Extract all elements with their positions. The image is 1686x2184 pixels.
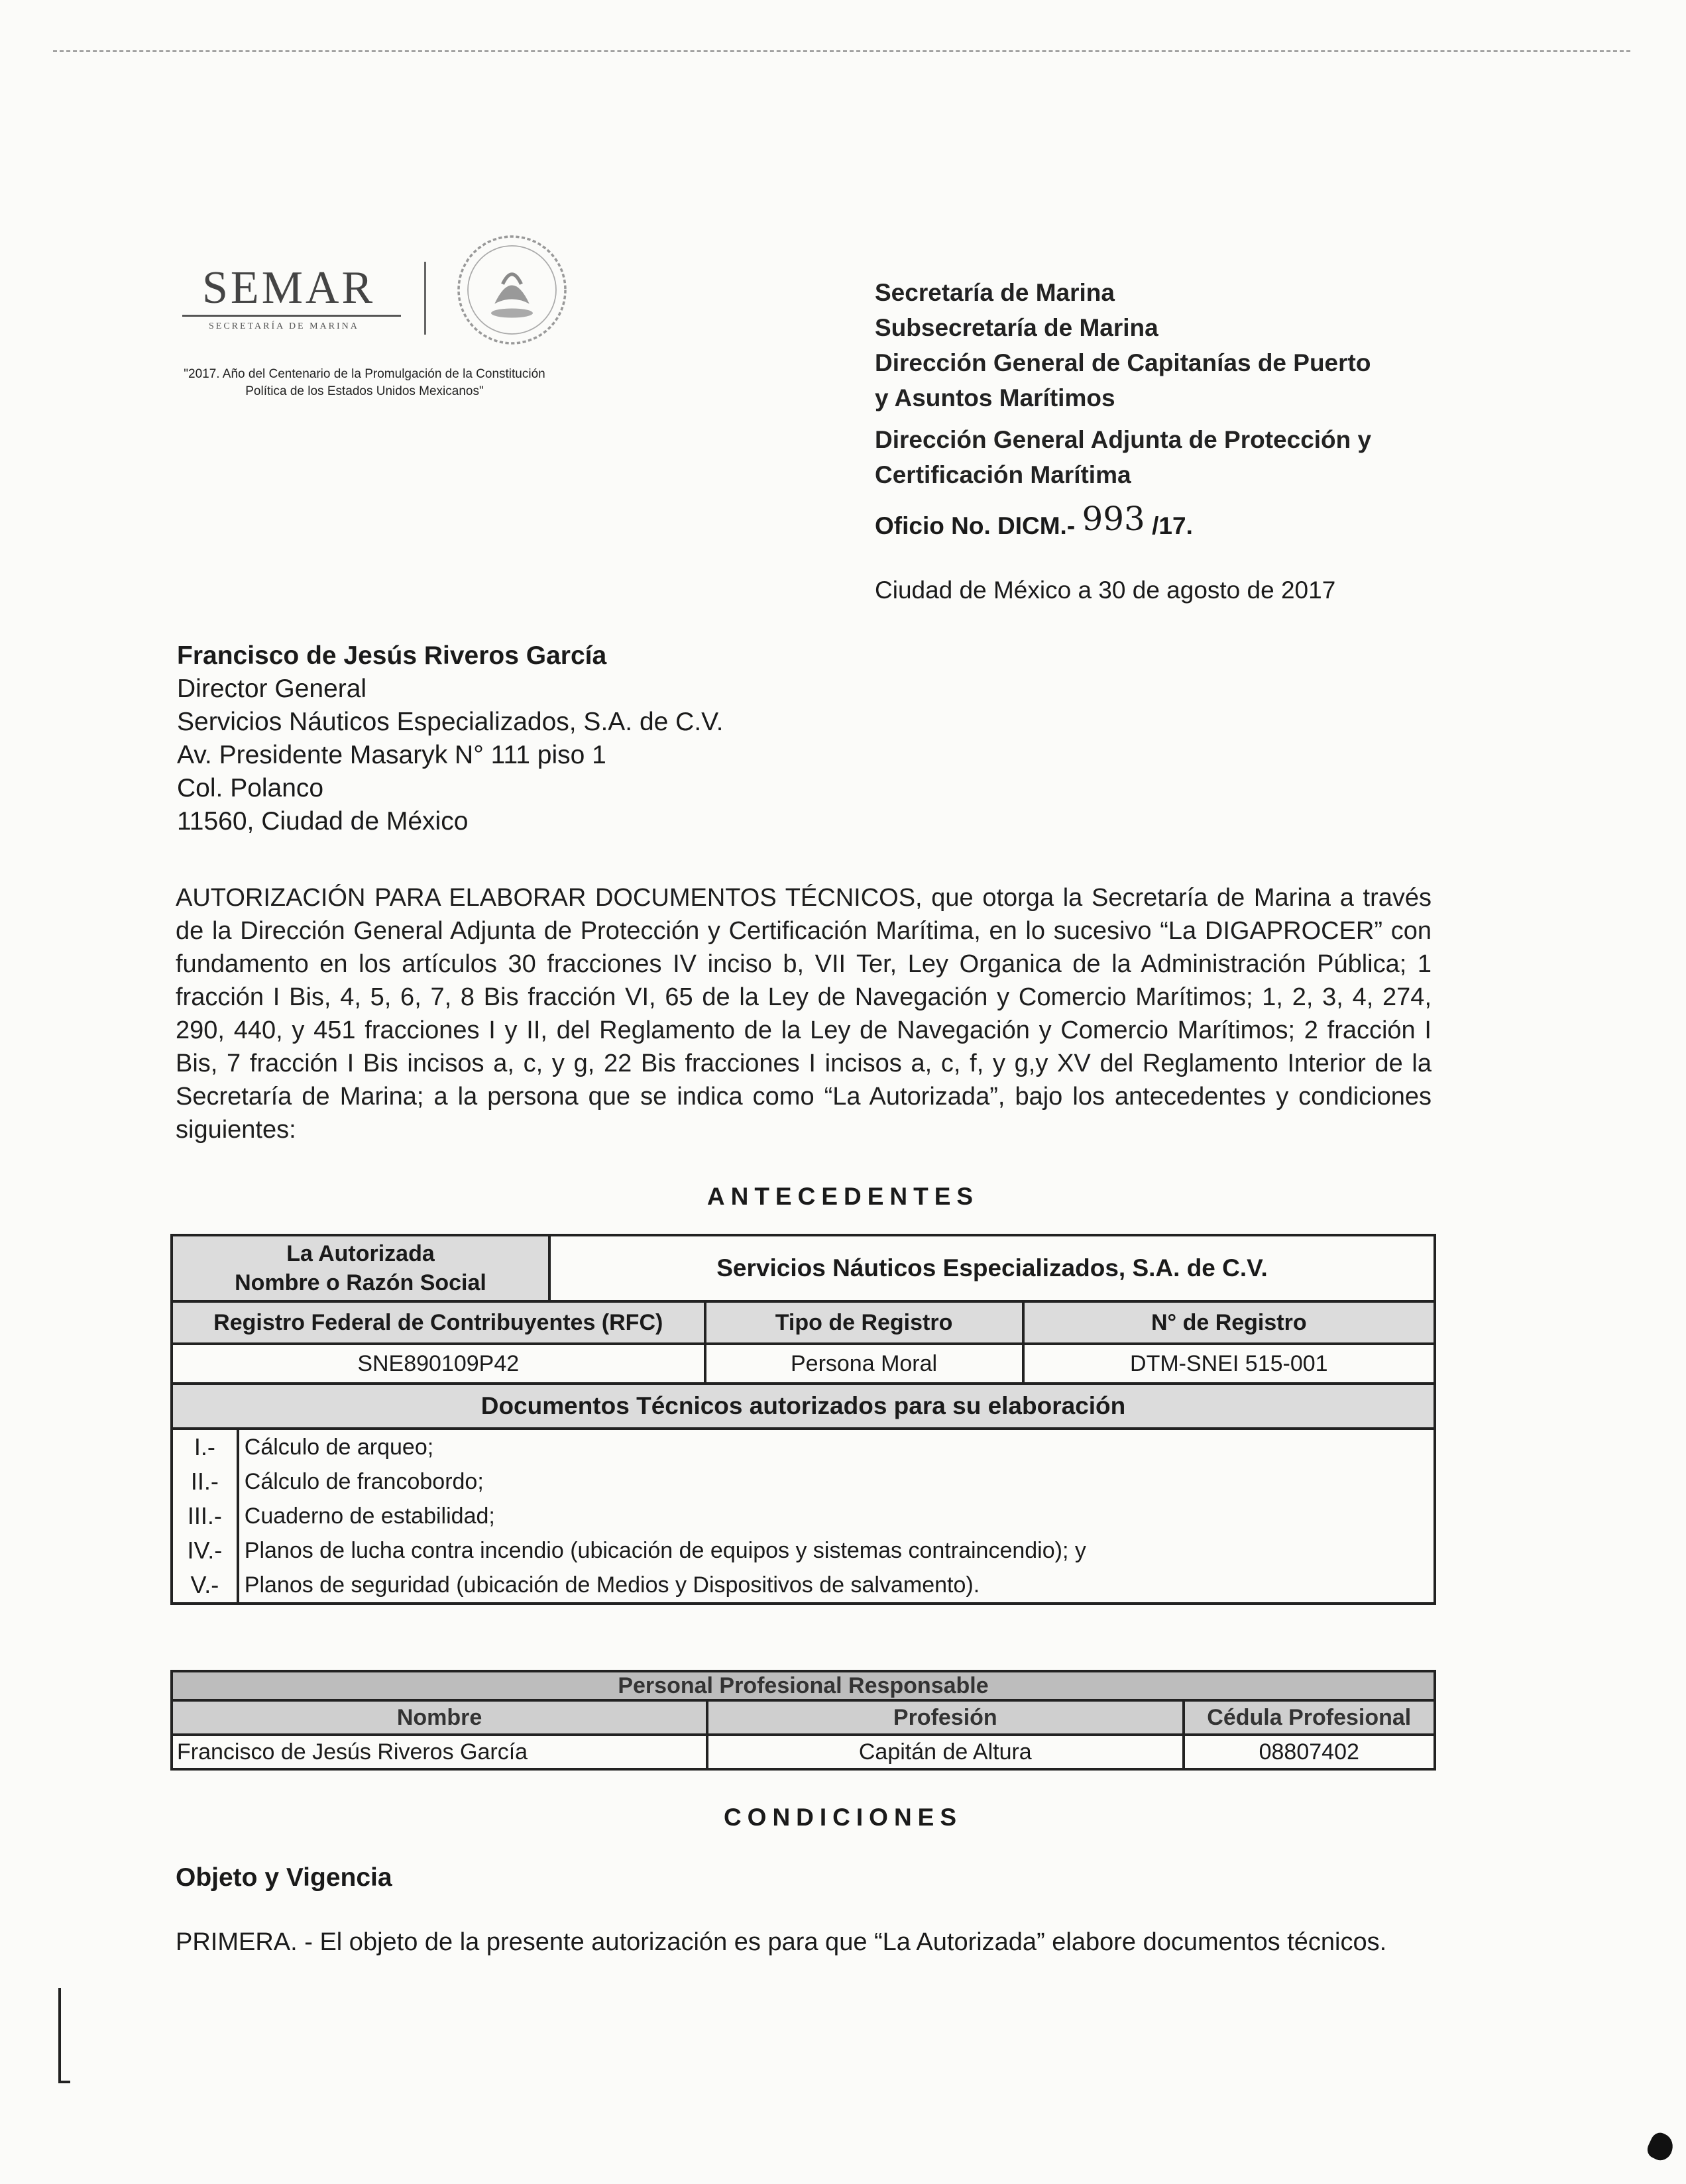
doc-item-text: Cálculo de francobordo; (238, 1464, 1435, 1499)
sender-block (875, 275, 1371, 492)
autorizada-row (172, 1235, 1435, 1301)
autorizada-label-line1: La Autorizada (286, 1241, 435, 1266)
primera-clause: PRIMERA. - El objeto de la presente autorización es para que “La Autorizada” elabore documentos técnicos. (176, 1928, 1387, 1956)
sender-line: Dirección General de Capitanías de Puerto (875, 349, 1371, 376)
scan-corner-blot (1644, 2130, 1677, 2163)
doc-item-number: II.- (172, 1464, 238, 1499)
centenary-motto: "2017. Año del Centenario de la Promulgación de la Constitución Política de los Estados Unidos Mexicanos" (184, 367, 545, 398)
col-nombre: Nombre (172, 1700, 707, 1735)
oficio-handwritten-number: 993 (1082, 500, 1145, 538)
autorizada-label (172, 1235, 549, 1301)
addressee-name: Francisco de Jesús Riveros García (177, 641, 607, 670)
doc-item-text: Cálculo de arqueo; (238, 1429, 1435, 1464)
antecedentes-table (170, 1234, 1436, 1605)
oficio-number (875, 500, 1193, 542)
sender-line: y Asuntos Marítimos (875, 384, 1115, 411)
objeto-vigencia-heading: Objeto y Vigencia (176, 1863, 392, 1892)
personal-nombre: Francisco de Jesús Riveros García (172, 1735, 707, 1769)
doc-item-number: IV.- (172, 1533, 238, 1568)
numero-registro-value: DTM-SNEI 515-001 (1023, 1344, 1435, 1384)
autorizada-value: Servicios Náuticos Especializados, S.A. de C.V. (549, 1235, 1435, 1301)
letter-date: Ciudad de México a 30 de agosto de 2017 (875, 576, 1336, 604)
sender-line: Dirección General Adjunta de Protección y (875, 426, 1372, 453)
registro-header-row (172, 1301, 1435, 1344)
personal-header: Personal Profesional Responsable (172, 1671, 1435, 1700)
tipo-registro-label: Tipo de Registro (705, 1301, 1023, 1344)
addressee-city: 11560, Ciudad de México (177, 807, 469, 836)
scan-margin-mark (58, 2081, 70, 2083)
doc-item-number: III.- (172, 1499, 238, 1533)
scan-edge-line (53, 50, 1630, 52)
numero-registro-label: N° de Registro (1023, 1301, 1435, 1344)
personal-table (170, 1670, 1436, 1771)
doc-item-text: Planos de seguridad (ubicación de Medios y Dispositivos de salvamento). (238, 1568, 1435, 1604)
autorizada-label-line2: Nombre o Razón Social (235, 1270, 486, 1295)
rfc-value: SNE890109P42 (172, 1344, 705, 1384)
national-seal-icon (454, 232, 570, 348)
doc-item (172, 1568, 1435, 1604)
personal-profesion: Capitán de Altura (707, 1735, 1183, 1769)
docs-header: Documentos Técnicos autorizados para su elaboración (172, 1384, 1435, 1429)
logo-subtext: SECRETARÍA DE MARINA (209, 321, 359, 331)
oficio-prefix: Oficio No. DICM.- (875, 512, 1076, 539)
doc-item (172, 1464, 1435, 1499)
col-cedula: Cédula Profesional (1184, 1700, 1435, 1735)
doc-item-number: V.- (172, 1568, 238, 1604)
addressee-block (177, 639, 723, 838)
personal-row (172, 1735, 1435, 1769)
personal-cedula: 08807402 (1184, 1735, 1435, 1769)
sender-line: Subsecretaría de Marina (875, 314, 1158, 341)
doc-item (172, 1533, 1435, 1568)
doc-item (172, 1429, 1435, 1464)
logo-text: SEMAR (202, 262, 376, 313)
doc-item (172, 1499, 1435, 1533)
sender-line: Certificación Marítima (875, 461, 1131, 488)
logo-rule (182, 315, 401, 317)
semar-logo (162, 248, 573, 348)
addressee-company: Servicios Náuticos Especializados, S.A. de C.V. (177, 708, 724, 736)
addressee-colonia: Col. Polanco (177, 774, 324, 802)
personal-columns-row (172, 1700, 1435, 1735)
scan-margin-mark (58, 1988, 61, 2081)
personal-header-row (172, 1671, 1435, 1700)
sender-line: Secretaría de Marina (875, 279, 1115, 306)
antecedentes-title: ANTECEDENTES (706, 1183, 980, 1210)
doc-item-number: I.- (172, 1429, 238, 1464)
doc-item-text: Planos de lucha contra incendio (ubicación de equipos y sistemas contraincendio); y (238, 1533, 1435, 1568)
condiciones-title: CONDICIONES (723, 1804, 963, 1831)
tipo-registro-value: Persona Moral (705, 1344, 1023, 1384)
col-profesion: Profesión (707, 1700, 1183, 1735)
addressee-title: Director General (177, 675, 367, 703)
oficio-suffix: /17. (1152, 512, 1193, 539)
logo-divider (424, 262, 426, 335)
registro-value-row (172, 1344, 1435, 1384)
doc-item-text: Cuaderno de estabilidad; (238, 1499, 1435, 1533)
intro-paragraph: AUTORIZACIÓN PARA ELABORAR DOCUMENTOS TÉCNICOS, que otorga la Secretaría de Marina a través de la Dirección General Adjunta de Protección y Certificación Marítima, en lo sucesivo “La DIGAPROCER” con fundamento en los artículos 30 fracciones IV inciso b, VII Ter, Ley Organica de la Administración Pública; 1 fracción I Bis, 4, 5, 6, 7, 8 Bis fracción VI, 65 de la Ley de Navegación y Comercio Marítimos; 1, 2, 3, 4, 274, 290, 440, y 451 fracciones I y II, del Reglamento de la Ley de Navegación y Comercio Marítimos; 2 fracción I Bis, 7 fracción I Bis incisos a, c, y g, 22 Bis fracciones I incisos a, c, f, y g,y XV del Reglamento Interior de la Secretaría de Marina; a la persona que se indica como “La Autorizada”, bajo los antecedentes y condiciones siguientes: (176, 884, 1432, 1144)
rfc-label: Registro Federal de Contribuyentes (RFC) (172, 1301, 705, 1344)
addressee-street: Av. Presidente Masaryk N° 111 piso 1 (177, 741, 606, 769)
docs-header-row (172, 1384, 1435, 1429)
